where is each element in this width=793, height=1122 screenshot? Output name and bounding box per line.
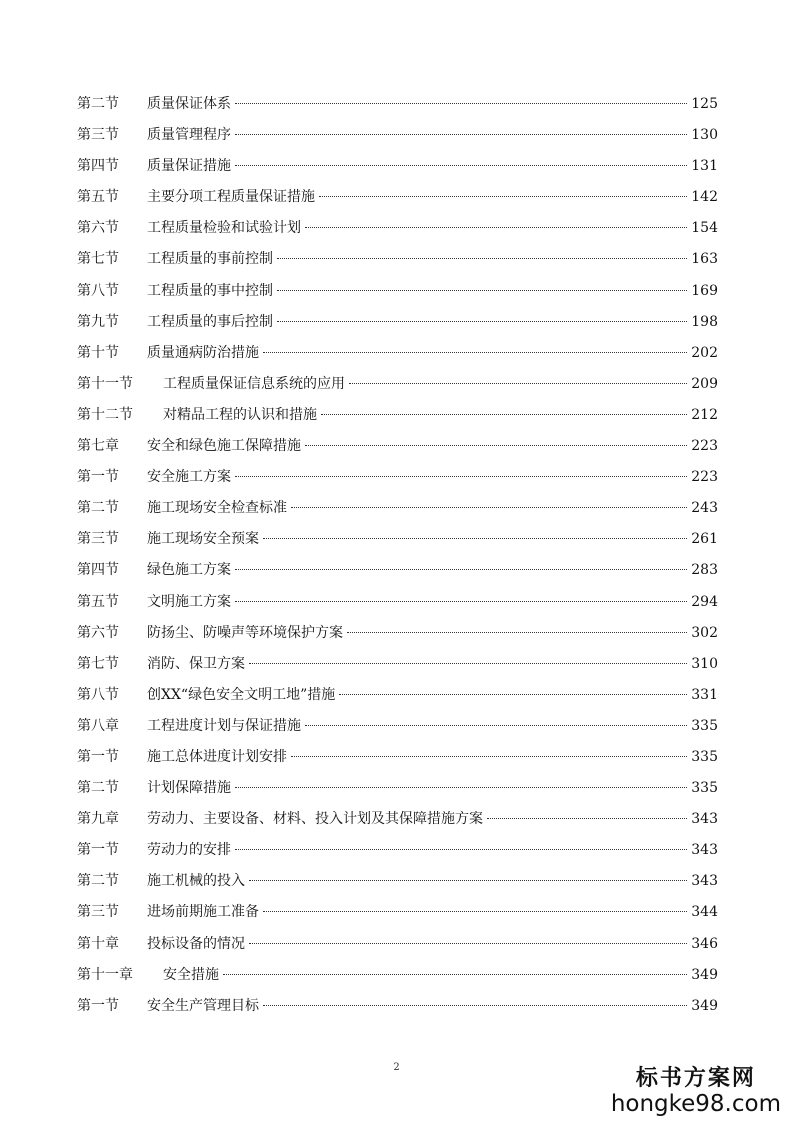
toc-entry-label: 第八节: [77, 282, 119, 299]
toc-entry-title: 施工现场安全检查标准: [147, 500, 287, 517]
toc-dot-leader: [263, 352, 687, 353]
toc-dot-leader: [235, 569, 687, 570]
toc-entry-label: 第十章: [77, 935, 119, 952]
toc-entry-page: 346: [691, 935, 718, 952]
toc-entry-label: 第一节: [77, 469, 119, 486]
toc-entry[interactable]: [77, 369, 718, 400]
toc-dot-leader: [305, 725, 687, 726]
toc-entry-page: 169: [691, 282, 718, 299]
page-number: 2: [393, 1062, 400, 1073]
toc-entry-page: 223: [691, 438, 718, 455]
toc-entry-page: 343: [691, 811, 718, 828]
toc-entry[interactable]: [77, 307, 718, 338]
toc-dot-leader: [235, 103, 687, 104]
toc-entry-title: 文明施工方案: [147, 593, 231, 610]
toc-entry-page: 283: [691, 562, 718, 579]
toc-entry[interactable]: [77, 680, 718, 711]
toc-entry[interactable]: [77, 711, 718, 742]
toc-entry-title: 工程质量检验和试验计划: [147, 220, 301, 237]
toc-entry-page: 223: [691, 469, 718, 486]
toc-entry-label: 第七节: [77, 655, 119, 672]
toc-entry-page: 344: [691, 904, 718, 921]
toc-entry[interactable]: [77, 182, 718, 213]
toc-entry-page: 154: [691, 220, 718, 237]
toc-dot-leader: [347, 632, 687, 633]
toc-entry-label: 第八章: [77, 717, 119, 734]
toc-entry-label: 第一节: [77, 748, 119, 765]
toc-entry-title: 劳动力的安排: [147, 842, 231, 859]
toc-entry[interactable]: [77, 587, 718, 618]
toc-entry-title: 施工总体进度计划安排: [147, 748, 287, 765]
toc-dot-leader: [249, 943, 687, 944]
toc-dot-leader: [319, 196, 687, 197]
toc-dot-leader: [487, 818, 687, 819]
toc-dot-leader: [305, 445, 687, 446]
toc-entry-label: 第七章: [77, 438, 119, 455]
toc-entry-page: 202: [691, 344, 718, 361]
toc-entry-label: 第二节: [77, 780, 119, 797]
toc-entry[interactable]: [77, 618, 718, 649]
toc-entry-page: 261: [691, 531, 718, 548]
toc-entry-label: 第五节: [77, 189, 119, 206]
toc-entry-page: 198: [691, 313, 718, 330]
toc-dot-leader: [235, 601, 687, 602]
toc-entry-label: 第九章: [77, 811, 119, 828]
watermark-url: hongke98.com: [610, 1091, 781, 1117]
toc-dot-leader: [263, 911, 687, 912]
toc-entry-title: 安全和绿色施工保障措施: [147, 438, 301, 455]
toc-dot-leader: [277, 258, 687, 259]
toc-entry-label: 第二节: [77, 873, 119, 890]
toc-entry-label: 第十节: [77, 344, 119, 361]
toc-entry[interactable]: [77, 462, 718, 493]
toc-entry-label: 第一节: [77, 842, 119, 859]
toc-dot-leader: [305, 227, 687, 228]
toc-entry[interactable]: [77, 213, 718, 244]
toc-entry-label: 第三节: [77, 127, 119, 144]
toc-entry[interactable]: [77, 742, 718, 773]
toc-entry-label: 第十二节: [77, 406, 133, 423]
toc-entry-title: 施工现场安全预案: [147, 531, 259, 548]
toc-entry-title: 安全措施: [163, 966, 219, 983]
toc-dot-leader: [223, 974, 687, 975]
toc-entry-label: 第九节: [77, 313, 119, 330]
toc-entry-page: 212: [691, 406, 718, 423]
toc-dot-leader: [291, 507, 687, 508]
watermark-logo: [611, 1061, 781, 1116]
toc-dot-leader: [263, 1005, 687, 1006]
toc-entry-label: 第二节: [77, 500, 119, 517]
toc-entry[interactable]: [77, 773, 718, 804]
toc-entry[interactable]: [77, 493, 718, 524]
watermark-title: 标书方案网: [635, 1066, 756, 1091]
toc-entry-title: 质量保证措施: [147, 158, 231, 175]
toc-entry-title: 主要分项工程质量保证措施: [147, 189, 315, 206]
toc-entry[interactable]: [77, 120, 718, 151]
toc-entry-page: 163: [691, 251, 718, 268]
toc-dot-leader: [235, 134, 687, 135]
toc-dot-leader: [235, 165, 687, 166]
toc-entry-title: 工程质量的事前控制: [147, 251, 273, 268]
toc-entry-title: 投标设备的情况: [147, 935, 245, 952]
toc-entry[interactable]: [77, 244, 718, 275]
toc-dot-leader: [321, 414, 687, 415]
toc-entry-title: 质量保证体系: [147, 96, 231, 112]
toc-entry[interactable]: [77, 89, 718, 120]
toc-entry-page: 294: [691, 593, 718, 610]
toc-entry[interactable]: [77, 400, 718, 431]
toc-entry-label: 第七节: [77, 251, 119, 268]
table-of-contents: [77, 89, 718, 1022]
toc-entry-title: 防扬尘、防噪声等环境保护方案: [147, 624, 343, 641]
toc-entry-page: 349: [691, 966, 718, 983]
toc-entry-title: 安全生产管理目标: [147, 997, 259, 1014]
toc-entry-label: 第四节: [77, 562, 119, 579]
toc-entry-page: 243: [691, 500, 718, 517]
toc-dot-leader: [291, 756, 687, 757]
toc-entry-label: 第三节: [77, 531, 119, 548]
toc-entry-label: 第六节: [77, 220, 119, 237]
toc-entry-title: 对精品工程的认识和措施: [163, 406, 317, 423]
toc-entry[interactable]: [77, 929, 718, 960]
toc-dot-leader: [235, 787, 687, 788]
toc-entry[interactable]: [77, 524, 718, 555]
toc-entry-page: 302: [691, 624, 718, 641]
toc-entry[interactable]: [77, 897, 718, 928]
toc-entry[interactable]: [77, 866, 718, 897]
toc-entry-title: 质量管理程序: [147, 127, 231, 144]
toc-dot-leader: [277, 290, 687, 291]
toc-entry-label: 第五节: [77, 593, 119, 610]
toc-entry[interactable]: [77, 276, 718, 307]
toc-dot-leader: [249, 880, 687, 881]
toc-entry-title: 劳动力、主要设备、材料、投入计划及其保障措施方案: [147, 811, 483, 828]
toc-entry-label: 第十一节: [77, 375, 133, 392]
toc-entry-page: 130: [691, 127, 718, 144]
toc-entry-title: 工程质量保证信息系统的应用: [163, 375, 345, 392]
toc-entry-title: 工程质量的事中控制: [147, 282, 273, 299]
toc-entry[interactable]: [77, 431, 718, 462]
toc-dot-leader: [235, 849, 687, 850]
toc-entry[interactable]: [77, 960, 718, 991]
toc-entry-title: 工程进度计划与保证措施: [147, 717, 301, 734]
toc-entry-title: 消防、保卫方案: [147, 655, 245, 672]
toc-entry-title: 施工机械的投入: [147, 873, 245, 890]
toc-entry-page: 125: [691, 96, 718, 112]
toc-dot-leader: [235, 476, 687, 477]
toc-entry[interactable]: [77, 804, 718, 835]
toc-entry-label: 第三节: [77, 904, 119, 921]
toc-dot-leader: [277, 321, 687, 322]
toc-entry-page: 310: [691, 655, 718, 672]
toc-entry-label: 第四节: [77, 158, 119, 175]
toc-entry-title: 创XX“绿色安全文明工地”措施: [147, 686, 336, 703]
toc-dot-leader: [349, 383, 687, 384]
toc-entry-title: 安全施工方案: [147, 469, 231, 486]
toc-entry[interactable]: [77, 151, 718, 182]
toc-entry-title: 质量通病防治措施: [147, 344, 259, 361]
toc-entry[interactable]: [77, 649, 718, 680]
toc-entry-label: 第一节: [77, 997, 119, 1014]
toc-entry-title: 绿色施工方案: [147, 562, 231, 579]
toc-entry-page: 331: [691, 686, 718, 703]
toc-entry-title: 计划保障措施: [147, 780, 231, 797]
toc-entry-page: 209: [691, 375, 718, 392]
toc-entry-page: 349: [691, 997, 718, 1014]
toc-dot-leader: [263, 538, 687, 539]
toc-entry-label: 第二节: [77, 96, 119, 112]
toc-entry[interactable]: [77, 338, 718, 369]
toc-entry-label: 第十一章: [77, 966, 133, 983]
toc-dot-leader: [339, 694, 687, 695]
toc-entry-page: 142: [691, 189, 718, 206]
toc-entry[interactable]: [77, 555, 718, 586]
toc-entry-page: 335: [691, 717, 718, 734]
toc-entry-label: 第八节: [77, 686, 119, 703]
toc-entry-page: 343: [691, 873, 718, 890]
toc-entry-page: 335: [691, 748, 718, 765]
toc-entry-page: 343: [691, 842, 718, 859]
toc-entry-title: 工程质量的事后控制: [147, 313, 273, 330]
toc-entry-label: 第六节: [77, 624, 119, 641]
toc-dot-leader: [249, 663, 687, 664]
toc-entry-page: 131: [691, 158, 718, 175]
toc-entry[interactable]: [77, 835, 718, 866]
toc-entry[interactable]: [77, 991, 718, 1022]
toc-entry-page: 335: [691, 780, 718, 797]
toc-entry-title: 进场前期施工准备: [147, 904, 259, 921]
